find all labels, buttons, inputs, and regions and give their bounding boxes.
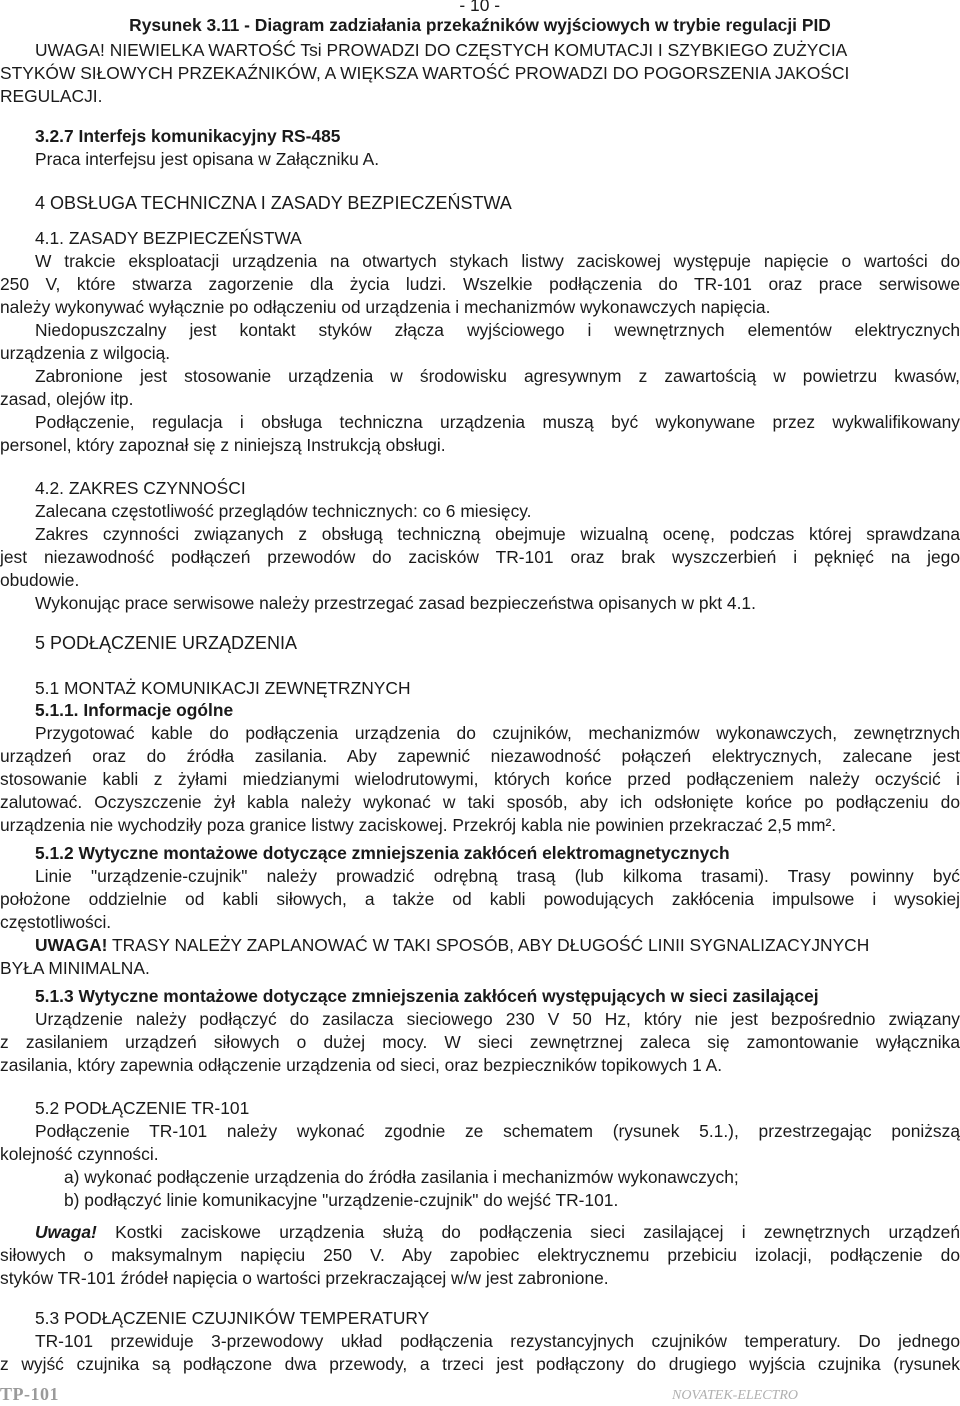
s52-line: kolejność czynności. bbox=[0, 1144, 159, 1164]
s41-line: Niedopuszczalny jest kontakt styków złącza wyjściowego i wewnętrznych elementów elektrycznych bbox=[35, 320, 960, 340]
s52-note bbox=[35, 1221, 960, 1243]
s51-line: urządzeń oraz do źródła zasilania. Aby zapewnić niezawodność połączeń elektrycznych, zalecane jest bbox=[0, 746, 960, 766]
s513-line: z zasilaniem urządzeń siłowych o dużej mocy. W sieci zewnętrznej zaleca się zamontowanie wyłącznika bbox=[0, 1032, 960, 1052]
heading-section-5: 5 PODŁĄCZENIE URZĄDZENIA bbox=[35, 633, 298, 653]
rs485-text: Praca interfejsu jest opisana w Załączniku A. bbox=[35, 149, 380, 169]
s41-line: urządzenia z wilgocią. bbox=[0, 343, 171, 363]
s51-line: zalutować. Oczyszczenie żył kabla należy wykonać w taki sposób, aby ich odsłonięte końce po podłączeniu do bbox=[0, 792, 960, 812]
s512-line: Linie "urządzenie-czujnik" należy prowadzić odrębną trasą (lub kilkoma trasami). Trasy powinny być bbox=[35, 866, 960, 886]
s51-line: stosowanie kabli z żyłami miedzianymi wielodrutowymi, których końce przed podłączeniem należy oczyścić i bbox=[0, 769, 960, 789]
s53-line: TR-101 przewiduje 3-przewodowy układ podłączenia rezystancyjnych czujników temperatury. Do jednego bbox=[35, 1331, 960, 1351]
s512-warning bbox=[35, 934, 960, 956]
s512-line: częstotliwości. bbox=[0, 912, 112, 932]
s41-line: Podłączenie, regulacja i obsługa techniczna urządzenia muszą być wykonywane przez wykwalifikowany bbox=[35, 412, 960, 432]
s42-line: Zalecana częstotliwość przeglądów technicznych: co 6 miesięcy. bbox=[35, 501, 532, 521]
heading-5-2: 5.2 PODŁĄCZENIE TR-101 bbox=[35, 1098, 250, 1118]
s513-line: zasilania, który zapewnia odłączenie urządzenia od sieci, oraz bezpieczników topikowych 1 A. bbox=[0, 1055, 723, 1075]
s41-line: zasad, olejów itp. bbox=[0, 389, 134, 409]
heading-5-3: 5.3 PODŁĄCZENIE CZUJNIKÓW TEMPERATURY bbox=[35, 1308, 430, 1328]
heading-5-1: 5.1 MONTAŻ KOMUNIKACJI ZEWNĘTRZNYCH bbox=[35, 678, 411, 698]
s42-line: obudowie. bbox=[0, 570, 80, 590]
heading-3-2-7: 3.2.7 Interfejs komunikacyjny RS-485 bbox=[35, 126, 341, 146]
heading-5-1-2: 5.1.2 Wytyczne montażowe dotyczące zmniejszenia zakłóceń elektromagnetycznych bbox=[35, 843, 730, 863]
s41-line: W trakcie eksploatacji urządzenia na otwartych stykach listwy zaciskowej występuje napięcie o wartości do bbox=[35, 251, 960, 271]
footer-model: TP-101 bbox=[0, 1384, 59, 1404]
s52-line: Podłączenie TR-101 należy wykonać zgodnie ze schematem (rysunek 5.1.), przestrzegając poniższą bbox=[35, 1121, 960, 1141]
s42-line: Zakres czynności związanych z obsługą techniczną obejmuje wizualną ocenę, podczas której sprawdzana bbox=[35, 524, 960, 544]
s52-note-line-2: siłowych o maksymalnym napięciu 250 V. Aby zapobiec elektrycznemu przebiciu izolacji, podłączenie do bbox=[0, 1245, 960, 1265]
s512-warning-line-2: BYŁA MINIMALNA. bbox=[0, 958, 150, 978]
s41-line: personel, który zapoznał się z niniejszą Instrukcją obsługi. bbox=[0, 435, 446, 455]
s52-list-item: a) wykonać podłączenie urządzenia do źródła zasilania i mechanizmów wykonawczych; bbox=[64, 1167, 739, 1187]
heading-4-2: 4.2. ZAKRES CZYNNOŚCI bbox=[35, 478, 246, 498]
s41-line: 250 V, które stwarza zagorzenie dla życia ludzi. Wszelkie podłączenia do TR-101 oraz prace serwisowe bbox=[0, 274, 960, 294]
s42-line: Wykonując prace serwisowe należy przestrzegać zasad bezpieczeństwa opisanych w pkt 4.1. bbox=[35, 593, 756, 613]
figure-caption: Rysunek 3.11 - Diagram zadziałania przekaźników wyjściowych w trybie regulacji PID bbox=[129, 15, 831, 35]
s53-line: z wyjść czujnika są podłączone dwa przewody, a trzeci jest podłączony do drugiego wyjścia czujnika (rysunek bbox=[0, 1354, 960, 1374]
s51-line: Przygotować kable do podłączenia urządzenia do czujników, mechanizmów wykonawczych, zewnętrznych bbox=[35, 723, 960, 743]
heading-5-1-3: 5.1.3 Wytyczne montażowe dotyczące zmniejszenia zakłóceń występujących w sieci zasilającej bbox=[35, 986, 819, 1006]
s52-note-line-3: styków TR-101 źródeł napięcia o wartości przekraczającej w/w jest zabronione. bbox=[0, 1268, 609, 1288]
heading-5-1-1: 5.1.1. Informacje ogólne bbox=[35, 700, 234, 720]
heading-4-1: 4.1. ZASADY BEZPIECZEŃSTWA bbox=[35, 228, 302, 248]
s42-line: jest niezawodność podłączeń przewodów do zacisków TR-101 oraz brak wyszczerbień i pęknięć na jego bbox=[0, 547, 960, 567]
s41-line: należy wykonywać wyłącznie po odłączeniu od urządzenia i mechanizmów wykonawczych napięcia. bbox=[0, 297, 771, 317]
s51-line: urządzenia nie wychodziły poza granice listwy zaciskowej. Przekrój kabla nie powinien przekraczać 2,5 mm². bbox=[0, 815, 837, 835]
warning-line-1: UWAGA! NIEWIELKA WARTOŚĆ Tsi PROWADZI DO CZĘSTYCH KOMUTACJI I SZYBKIEGO ZUŻYCIA bbox=[35, 40, 848, 60]
s52-list-item: b) podłączyć linie komunikacyjne "urządzenie-czujnik" do wejść TR-101. bbox=[64, 1190, 619, 1210]
s512-warning-text: TRASY NALEŻY ZAPLANOWAĆ W TAKI SPOSÓB, ABY DŁUGOŚĆ LINII SYGNALIZACYJNYCH bbox=[107, 935, 870, 955]
heading-section-4: 4 OBSŁUGA TECHNICZNA I ZASADY BEZPIECZEŃSTWA bbox=[35, 193, 512, 213]
s512-warning-label: UWAGA! bbox=[35, 935, 108, 955]
warning-line-3: REGULACJI. bbox=[0, 86, 103, 106]
s41-line: Zabronione jest stosowanie urządzenia w środowisku agresywnym z zawartością w powietrzu kwasów, bbox=[35, 366, 960, 386]
warning-line-2: STYKÓW SIŁOWYCH PRZEKAŹNIKÓW, A WIĘKSZA WARTOŚĆ PROWADZI DO POGORSZENIA JAKOŚCI bbox=[0, 63, 850, 83]
s512-line: położone oddzielnie od kabli siłowych, a także od kabli powodujących zakłócenia impulsowe i wysokiej bbox=[0, 889, 960, 909]
s52-note-text: Kostki zaciskowe urządzenia służą do podłączenia sieci zasilającej i zewnętrznych urządzeń bbox=[96, 1222, 960, 1242]
s513-line: Urządzenie należy podłączyć do zasilacza sieciowego 230 V 50 Hz, który nie jest bezpośrednio związany bbox=[35, 1009, 960, 1029]
page-number: - 10 - bbox=[459, 0, 500, 15]
s52-note-label: Uwaga! bbox=[35, 1222, 97, 1242]
footer-brand: NOVATEK-ELECTRO bbox=[672, 1388, 799, 1403]
